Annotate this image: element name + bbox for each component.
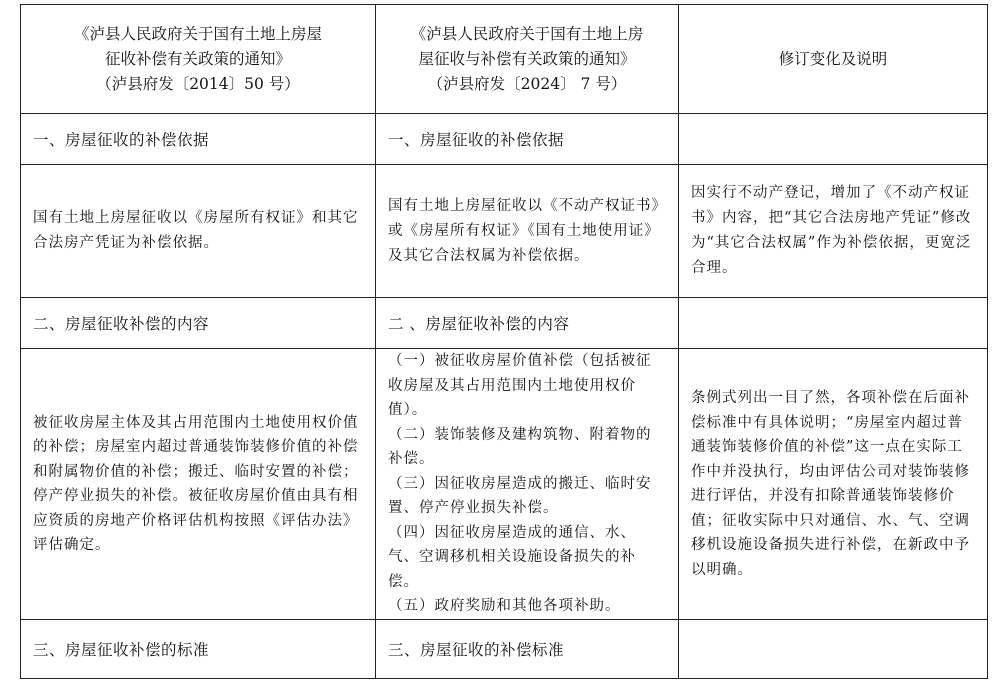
revision-note-cell: 因实行不动产登记，增加了《不动产权证书》内容，把“其它合法房地产凭证”修改为“其它合法权属”作为补偿依据，更宽泛合理。 xyxy=(679,165,988,298)
list-item: （一）被征收房屋价值补偿（包括被征收房屋及其占用范围内土地使用权价值）。 xyxy=(388,353,652,419)
section-heading-old: 一、房屋征收的补偿依据 xyxy=(21,114,376,165)
header-old-policy: 《泸县人民政府关于国有土地上房屋 征收补偿有关政策的通知》 （泸县府发〔2014〕50 号） xyxy=(21,5,376,114)
list-item: （五）政府奖励和其他各项补助。 xyxy=(388,598,621,615)
header-revision-notes: 修订变化及说明 xyxy=(679,5,988,114)
table-row xyxy=(21,349,988,620)
header-new-policy: 《泸县人民政府关于国有土地上房 屋征收与补偿有关政策的通知》 （泸县府发〔2024〕 7 号） xyxy=(376,5,679,114)
list-item: （二）装饰装修及建构筑物、附着物的补偿。 xyxy=(388,426,652,468)
section-heading-old: 二、房屋征收补偿的内容 xyxy=(21,298,376,349)
section-heading-new: 三、房屋征收的补偿标准 xyxy=(376,620,679,679)
new-policy-cell xyxy=(376,349,679,620)
revision-note-cell: 条例式列出一目了然，各项补偿在后面补偿标准中有具体说明；“房屋室内超过普通装饰装修价值的补偿”这一点在实际工作中并没执行，均由评估公司对装饰装修进行评估，并没有扣除普通装饰装修价值；征收实际中只对通信、水、气、空调移机设施设备损失进行补偿，在新政中予以明确。 xyxy=(679,349,988,620)
old-policy-cell: 被征收房屋主体及其占用范围内土地使用权价值的补偿；房屋室内超过普通装饰装修价值的补偿和附属物价值的补偿；搬迁、临时安置的补偿；停产停业损失的补偿。被征收房屋价值由具有相应资质的房地产价格评估机构按照《评估办法》评估确定。 xyxy=(21,349,376,620)
old-policy-cell: 国有土地上房屋征收以《房屋所有权证》和其它合法房产凭证为补偿依据。 xyxy=(21,165,376,298)
section-heading-note xyxy=(679,114,988,165)
section-heading-old: 三、房屋征收补偿的标准 xyxy=(21,620,376,679)
list-item: （四）因征收房屋造成的通信、水、气、空调移机相关设施设备损失的补偿。 xyxy=(388,524,636,590)
section-heading-row xyxy=(21,298,988,349)
section-heading-note xyxy=(679,620,988,679)
new-policy-cell: 国有土地上房屋征收以《不动产权证书》或《房屋所有权证》《国有土地使用证》及其它合法权属为补偿依据。 xyxy=(376,165,679,298)
section-heading-new: 二 、房屋征收补偿的内容 xyxy=(376,298,679,349)
section-heading-new: 一、房屋征收的补偿依据 xyxy=(376,114,679,165)
list-item: （三）因征收房屋造成的搬迁、临时安置、停产停业损失补偿。 xyxy=(388,475,652,517)
section-heading-row xyxy=(21,114,988,165)
comparison-table xyxy=(20,4,988,679)
section-heading-row xyxy=(21,620,988,679)
section-heading-note xyxy=(679,298,988,349)
table-row xyxy=(21,165,988,298)
header-row xyxy=(21,5,988,114)
